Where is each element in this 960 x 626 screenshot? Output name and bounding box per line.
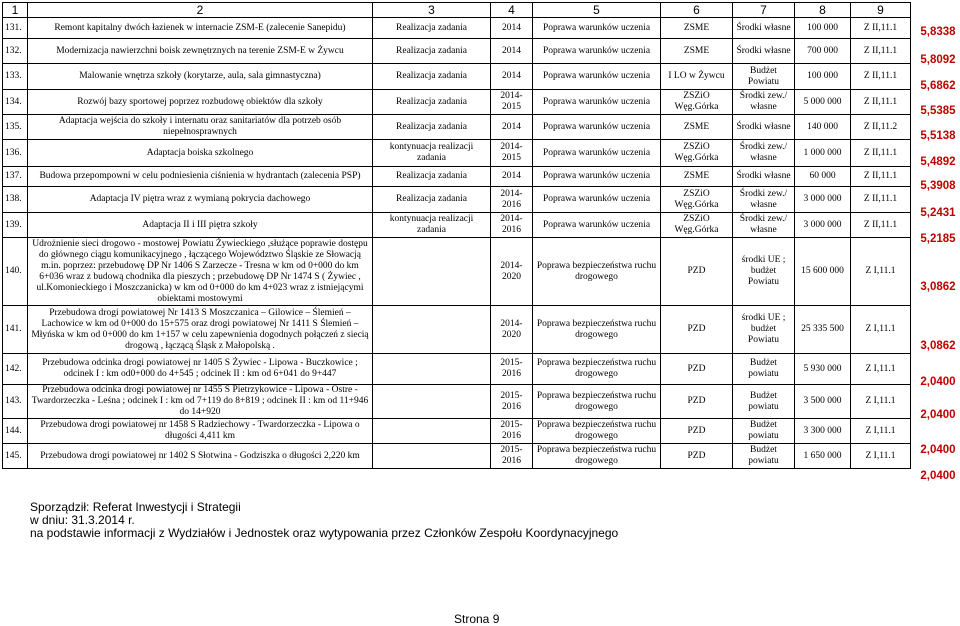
task-goal: Poprawa bezpieczeństwa ruchu drogowego (533, 419, 661, 444)
col-header: 3 (373, 3, 491, 18)
table-row (3, 213, 911, 238)
task-amount: 100 000 (795, 18, 851, 39)
task-source: Budżet powiatu (733, 385, 795, 419)
table-row (3, 238, 911, 306)
task-period: 2014 (491, 167, 533, 187)
task-unit: PZD (661, 238, 733, 306)
task-amount: 3 000 000 (795, 213, 851, 238)
row-number: 145. (3, 444, 28, 469)
col-header: 8 (795, 3, 851, 18)
task-type: Realizacja zadania (373, 167, 491, 187)
task-source: Środki zew./ własne (733, 187, 795, 213)
task-unit: ZSME (661, 18, 733, 39)
task-name: Adaptacja IV piętra wraz z wymianą pokrycia dachowego (28, 187, 373, 213)
score-value: 5,8338 (920, 26, 956, 38)
task-source: Środki zew./ własne (733, 140, 795, 167)
task-goal: Poprawa warunków uczenia (533, 39, 661, 64)
task-source: Środki własne (733, 167, 795, 187)
task-goal: Poprawa bezpieczeństwa ruchu drogowego (533, 238, 661, 306)
task-unit: PZD (661, 444, 733, 469)
task-unit: ZSME (661, 39, 733, 64)
task-unit: I LO w Żywcu (661, 64, 733, 90)
task-amount: 140 000 (795, 115, 851, 140)
score-value: 5,4892 (920, 156, 956, 168)
col-header: 6 (661, 3, 733, 18)
table-row (3, 444, 911, 469)
task-unit: PZD (661, 354, 733, 385)
table-row (3, 18, 911, 39)
task-period: 2014-2015 (491, 140, 533, 167)
task-type (373, 385, 491, 419)
score-value: 5,5385 (920, 105, 956, 117)
task-unit: ZSME (661, 167, 733, 187)
footer-date: w dniu: 31.3.2014 r. (30, 513, 135, 527)
row-number: 136. (3, 140, 28, 167)
row-number: 131. (3, 18, 28, 39)
task-source: Budżet powiatu (733, 444, 795, 469)
task-name: Adaptacja boiska szkolnego (28, 140, 373, 167)
table-row (3, 115, 911, 140)
header-row (3, 3, 911, 18)
task-goal: Poprawa warunków uczenia (533, 18, 661, 39)
task-period: 2014 (491, 115, 533, 140)
task-goal: Poprawa warunków uczenia (533, 167, 661, 187)
task-amount: 5 000 000 (795, 90, 851, 115)
task-type (373, 238, 491, 306)
task-type: Realizacja zadania (373, 39, 491, 64)
footer-source: na podstawie informacji z Wydziałów i Jednostek oraz wytypowania przez Członków Zespołu Koordynacyjnego (30, 526, 619, 540)
task-goal: Poprawa warunków uczenia (533, 213, 661, 238)
table-row (3, 385, 911, 419)
task-source: środki UE ; budżet Powiatu (733, 306, 795, 354)
row-number: 144. (3, 419, 28, 444)
row-number: 140. (3, 238, 28, 306)
score-value: 5,2185 (920, 233, 956, 245)
task-source: Środki zew./ własne (733, 213, 795, 238)
task-amount: 1 000 000 (795, 140, 851, 167)
table-row (3, 39, 911, 64)
task-name: Przebudowa drogi powiatowej Nr 1413 S Moszczanica – Gilowice – Ślemień – Lachowice w km od 0+000 do 15+575 oraz drogi powiatowej Nr 1411 S Ślemień – Młyńska w km od 0+000 do km 1+157 w celu zapewnienia dogodnych połączeń z siecią drogową , łączącą Śląsk z Małopolską . (28, 306, 373, 354)
task-unit: ZSME (661, 115, 733, 140)
task-code: Z II,11.1 (851, 18, 911, 39)
task-source: Budżet powiatu (733, 419, 795, 444)
task-source: Środki własne (733, 18, 795, 39)
task-code: Z II,11.1 (851, 90, 911, 115)
task-goal: Poprawa warunków uczenia (533, 64, 661, 90)
task-period: 2015-2016 (491, 385, 533, 419)
score-value: 2,0400 (920, 376, 956, 388)
task-type: kontynuacja realizacji zadania (373, 140, 491, 167)
task-amount: 3 500 000 (795, 385, 851, 419)
page-number: Strona 9 (454, 612, 500, 626)
task-unit: PZD (661, 419, 733, 444)
row-number: 139. (3, 213, 28, 238)
task-goal: Poprawa bezpieczeństwa ruchu drogowego (533, 385, 661, 419)
task-amount: 15 600 000 (795, 238, 851, 306)
task-amount: 3 300 000 (795, 419, 851, 444)
score-value: 5,3908 (920, 180, 956, 192)
task-code: Z I,11.1 (851, 444, 911, 469)
task-period: 2015-2016 (491, 444, 533, 469)
score-value: 5,6862 (920, 80, 956, 92)
task-name: Przebudowa odcinka drogi powiatowej nr 1455 S Pietrzykowice - Lipowa - Ostre - Twardorzeczka - Leśna ; odcinek I : km od 7+119 do 8+819 ; odcinek II : km od 11+946 do 14+920 (28, 385, 373, 419)
task-type (373, 419, 491, 444)
task-goal: Poprawa bezpieczeństwa ruchu drogowego (533, 444, 661, 469)
task-code: Z I,11.1 (851, 354, 911, 385)
task-amount: 100 000 (795, 64, 851, 90)
task-type: Realizacja zadania (373, 90, 491, 115)
task-code: Z I,11.1 (851, 385, 911, 419)
task-unit: ZSZiO Węg.Górka (661, 140, 733, 167)
task-period: 2014-2020 (491, 306, 533, 354)
task-name: Udrożnienie sieci drogowo - mostowej Powiatu Żywieckiego ,służące poprawie dostępu do głównego ciągu komunikacyjnego , łączącego Województwo Śląskie ze Słowacją m.in. poprzez: przebudowę DP Nr 1406 S Zarzecze - Tresna w km od 0+000 do km 6+036 wraz z budową chodnika dla pieszych ; przebudowę DP Nr 1474 S ( Żywiec , ul.Komonieckiego i Moszczanicka) w km od 0+000 do km 4+023 wraz z istniejącymi obiektami mostowymi (28, 238, 373, 306)
task-source: Środki własne (733, 115, 795, 140)
task-period: 2015-2016 (491, 354, 533, 385)
task-period: 2014-2020 (491, 238, 533, 306)
row-number: 141. (3, 306, 28, 354)
task-amount: 3 000 000 (795, 187, 851, 213)
score-value: 2,0400 (920, 444, 956, 456)
task-amount: 1 650 000 (795, 444, 851, 469)
investment-table (2, 2, 911, 469)
task-type (373, 354, 491, 385)
task-goal: Poprawa warunków uczenia (533, 140, 661, 167)
task-name: Modernizacja nawierzchni boisk zewnętrznych na terenie ZSM-E w Żywcu (28, 39, 373, 64)
table-row (3, 354, 911, 385)
task-unit: PZD (661, 306, 733, 354)
task-period: 2014-2016 (491, 213, 533, 238)
task-unit: ZSZiO Węg.Górka (661, 90, 733, 115)
task-period: 2014-2015 (491, 90, 533, 115)
task-goal: Poprawa warunków uczenia (533, 115, 661, 140)
row-number: 138. (3, 187, 28, 213)
score-value: 5,2431 (920, 207, 956, 219)
score-value: 5,5138 (920, 130, 956, 142)
col-header: 4 (491, 3, 533, 18)
col-header: 7 (733, 3, 795, 18)
task-name: Przebudowa drogi powiatowej nr 1458 S Radziechowy - Twardorzeczka - Lipowa o długości 4,411 km (28, 419, 373, 444)
task-type: Realizacja zadania (373, 187, 491, 213)
table-row (3, 306, 911, 354)
task-type: Realizacja zadania (373, 115, 491, 140)
task-period: 2014 (491, 18, 533, 39)
footer-notes (30, 501, 618, 540)
task-source: Budżet Powiatu (733, 64, 795, 90)
table-row (3, 64, 911, 90)
col-header: 2 (28, 3, 373, 18)
task-name: Przebudowa drogi powiatowej nr 1402 S Słotwina - Godziszka o długości 2,220 km (28, 444, 373, 469)
task-amount: 25 335 500 (795, 306, 851, 354)
table-row (3, 167, 911, 187)
table-row (3, 419, 911, 444)
task-goal: Poprawa bezpieczeństwa ruchu drogowego (533, 354, 661, 385)
task-amount: 60 000 (795, 167, 851, 187)
score-value: 3,0862 (920, 281, 956, 293)
task-source: Środki zew./ własne (733, 90, 795, 115)
task-goal: Poprawa warunków uczenia (533, 90, 661, 115)
score-value: 2,0400 (920, 470, 956, 482)
table-row (3, 140, 911, 167)
table-row (3, 90, 911, 115)
row-number: 133. (3, 64, 28, 90)
task-code: Z II,11.1 (851, 140, 911, 167)
task-type: Realizacja zadania (373, 18, 491, 39)
col-header: 5 (533, 3, 661, 18)
task-period: 2014-2016 (491, 187, 533, 213)
footer-author: Sporządził: Referat Inwestycji i Strategii (30, 500, 241, 514)
task-name: Malowanie wnętrza szkoły (korytarze, aula, sala gimnastyczna) (28, 64, 373, 90)
task-code: Z II,11.1 (851, 213, 911, 238)
task-name: Remont kapitalny dwóch łazienek w internacie ZSM-E (zalecenie Sanepidu) (28, 18, 373, 39)
task-source: Budżet powiatu (733, 354, 795, 385)
task-period: 2014 (491, 39, 533, 64)
task-code: Z II,11.1 (851, 39, 911, 64)
task-amount: 700 000 (795, 39, 851, 64)
task-type: kontynuacja realizacji zadania (373, 213, 491, 238)
task-name: Przebudowa odcinka drogi powiatowej nr 1405 S Żywiec - Lipowa - Buczkowice ; odcinek I : km od0+000 do 4+545 ; odcinek II : km od 6+041 do 9+447 (28, 354, 373, 385)
task-unit: ZSZiO Węg.Górka (661, 213, 733, 238)
task-code: Z II,11.1 (851, 167, 911, 187)
task-code: Z II,11.1 (851, 64, 911, 90)
row-number: 142. (3, 354, 28, 385)
task-code: Z II,11.1 (851, 187, 911, 213)
task-name: Adaptacja II i III piętra szkoły (28, 213, 373, 238)
row-number: 134. (3, 90, 28, 115)
score-value: 3,0862 (920, 340, 956, 352)
col-header: 9 (851, 3, 911, 18)
task-name: Adaptacja wejścia do szkoły i internatu oraz sanitariatów dla potrzeb osób niepełnosprawnych (28, 115, 373, 140)
task-type (373, 444, 491, 469)
task-period: 2014 (491, 64, 533, 90)
task-unit: ZSZiO Węg.Górka (661, 187, 733, 213)
task-code: Z I,11.1 (851, 238, 911, 306)
task-goal: Poprawa bezpieczeństwa ruchu drogowego (533, 306, 661, 354)
task-source: środki UE ; budżet Powiatu (733, 238, 795, 306)
task-type: Realizacja zadania (373, 64, 491, 90)
task-unit: PZD (661, 385, 733, 419)
row-number: 132. (3, 39, 28, 64)
task-goal: Poprawa warunków uczenia (533, 187, 661, 213)
task-period: 2015-2016 (491, 419, 533, 444)
task-type (373, 306, 491, 354)
row-number: 135. (3, 115, 28, 140)
score-value: 2,0400 (920, 409, 956, 421)
task-code: Z II,11.2 (851, 115, 911, 140)
task-source: Środki własne (733, 39, 795, 64)
row-number: 137. (3, 167, 28, 187)
task-name: Budowa przepompowni w celu podniesienia ciśnienia w hydrantach (zalecenia PSP) (28, 167, 373, 187)
task-amount: 5 930 000 (795, 354, 851, 385)
task-name: Rozwój bazy sportowej poprzez rozbudowę obiektów dla szkoły (28, 90, 373, 115)
col-header: 1 (3, 3, 28, 18)
row-number: 143. (3, 385, 28, 419)
score-value: 5,8092 (920, 54, 956, 66)
table-row (3, 187, 911, 213)
task-code: Z I,11.1 (851, 306, 911, 354)
task-code: Z I,11.1 (851, 419, 911, 444)
